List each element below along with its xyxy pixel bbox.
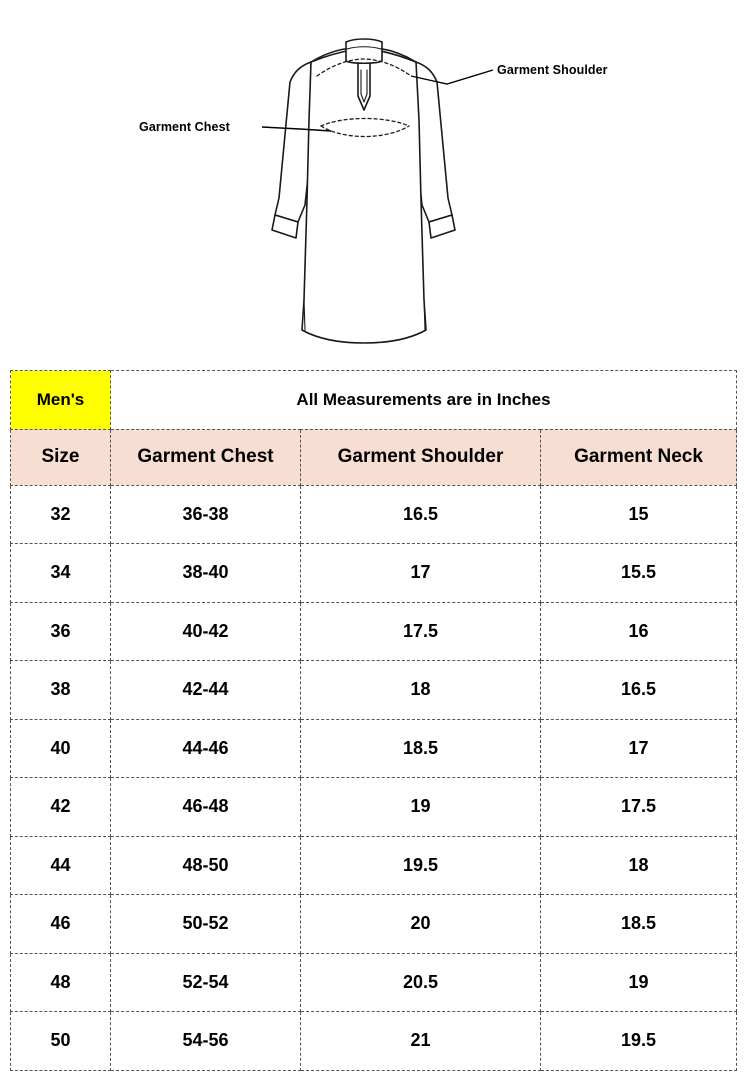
cell-shoulder: 18.5 bbox=[301, 719, 541, 778]
cell-size: 48 bbox=[11, 953, 111, 1012]
cell-neck: 16.5 bbox=[541, 661, 737, 720]
table-row bbox=[11, 661, 737, 720]
cell-size: 44 bbox=[11, 836, 111, 895]
cell-size: 38 bbox=[11, 661, 111, 720]
cell-shoulder: 21 bbox=[301, 1012, 541, 1071]
table-row bbox=[11, 836, 737, 895]
cell-neck: 18.5 bbox=[541, 895, 737, 954]
table-header-row bbox=[11, 429, 737, 485]
cell-size: 34 bbox=[11, 544, 111, 603]
cell-chest: 40-42 bbox=[111, 602, 301, 661]
cell-chest: 44-46 bbox=[111, 719, 301, 778]
column-header-garment-chest: Garment Chest bbox=[111, 429, 301, 485]
cell-size: 50 bbox=[11, 1012, 111, 1071]
cell-shoulder: 18 bbox=[301, 661, 541, 720]
cell-chest: 36-38 bbox=[111, 485, 301, 544]
cell-shoulder: 20.5 bbox=[301, 953, 541, 1012]
cell-size: 32 bbox=[11, 485, 111, 544]
cell-chest: 52-54 bbox=[111, 953, 301, 1012]
cell-size: 42 bbox=[11, 778, 111, 837]
cell-neck: 16 bbox=[541, 602, 737, 661]
cell-neck: 19 bbox=[541, 953, 737, 1012]
table-row bbox=[11, 719, 737, 778]
cell-size: 40 bbox=[11, 719, 111, 778]
table-row bbox=[11, 485, 737, 544]
cell-shoulder: 16.5 bbox=[301, 485, 541, 544]
cell-neck: 19.5 bbox=[541, 1012, 737, 1071]
cell-shoulder: 19 bbox=[301, 778, 541, 837]
garment-illustration bbox=[0, 0, 746, 368]
cell-chest: 48-50 bbox=[111, 836, 301, 895]
cell-neck: 18 bbox=[541, 836, 737, 895]
size-chart bbox=[10, 370, 736, 1071]
callout-label-chest: Garment Chest bbox=[139, 120, 230, 134]
table-row bbox=[11, 544, 737, 603]
mens-badge: Men's bbox=[11, 371, 111, 430]
measurements-title: All Measurements are in Inches bbox=[111, 371, 737, 430]
callout-label-shoulder: Garment Shoulder bbox=[497, 63, 608, 77]
cell-chest: 38-40 bbox=[111, 544, 301, 603]
table-row bbox=[11, 953, 737, 1012]
table-row bbox=[11, 1012, 737, 1071]
cell-chest: 46-48 bbox=[111, 778, 301, 837]
cell-neck: 15 bbox=[541, 485, 737, 544]
size-table bbox=[10, 370, 737, 1071]
cell-neck: 17 bbox=[541, 719, 737, 778]
cell-shoulder: 20 bbox=[301, 895, 541, 954]
table-row bbox=[11, 895, 737, 954]
cell-shoulder: 17 bbox=[301, 544, 541, 603]
cell-chest: 50-52 bbox=[111, 895, 301, 954]
column-header-size: Size bbox=[11, 429, 111, 485]
cell-shoulder: 19.5 bbox=[301, 836, 541, 895]
cell-neck: 15.5 bbox=[541, 544, 737, 603]
column-header-garment-shoulder: Garment Shoulder bbox=[301, 429, 541, 485]
kurta-drawing bbox=[0, 0, 746, 368]
column-header-garment-neck: Garment Neck bbox=[541, 429, 737, 485]
cell-size: 46 bbox=[11, 895, 111, 954]
cell-size: 36 bbox=[11, 602, 111, 661]
cell-chest: 42-44 bbox=[111, 661, 301, 720]
cell-neck: 17.5 bbox=[541, 778, 737, 837]
table-row bbox=[11, 778, 737, 837]
cell-chest: 54-56 bbox=[111, 1012, 301, 1071]
table-row bbox=[11, 602, 737, 661]
table-title-row bbox=[11, 371, 737, 430]
cell-shoulder: 17.5 bbox=[301, 602, 541, 661]
